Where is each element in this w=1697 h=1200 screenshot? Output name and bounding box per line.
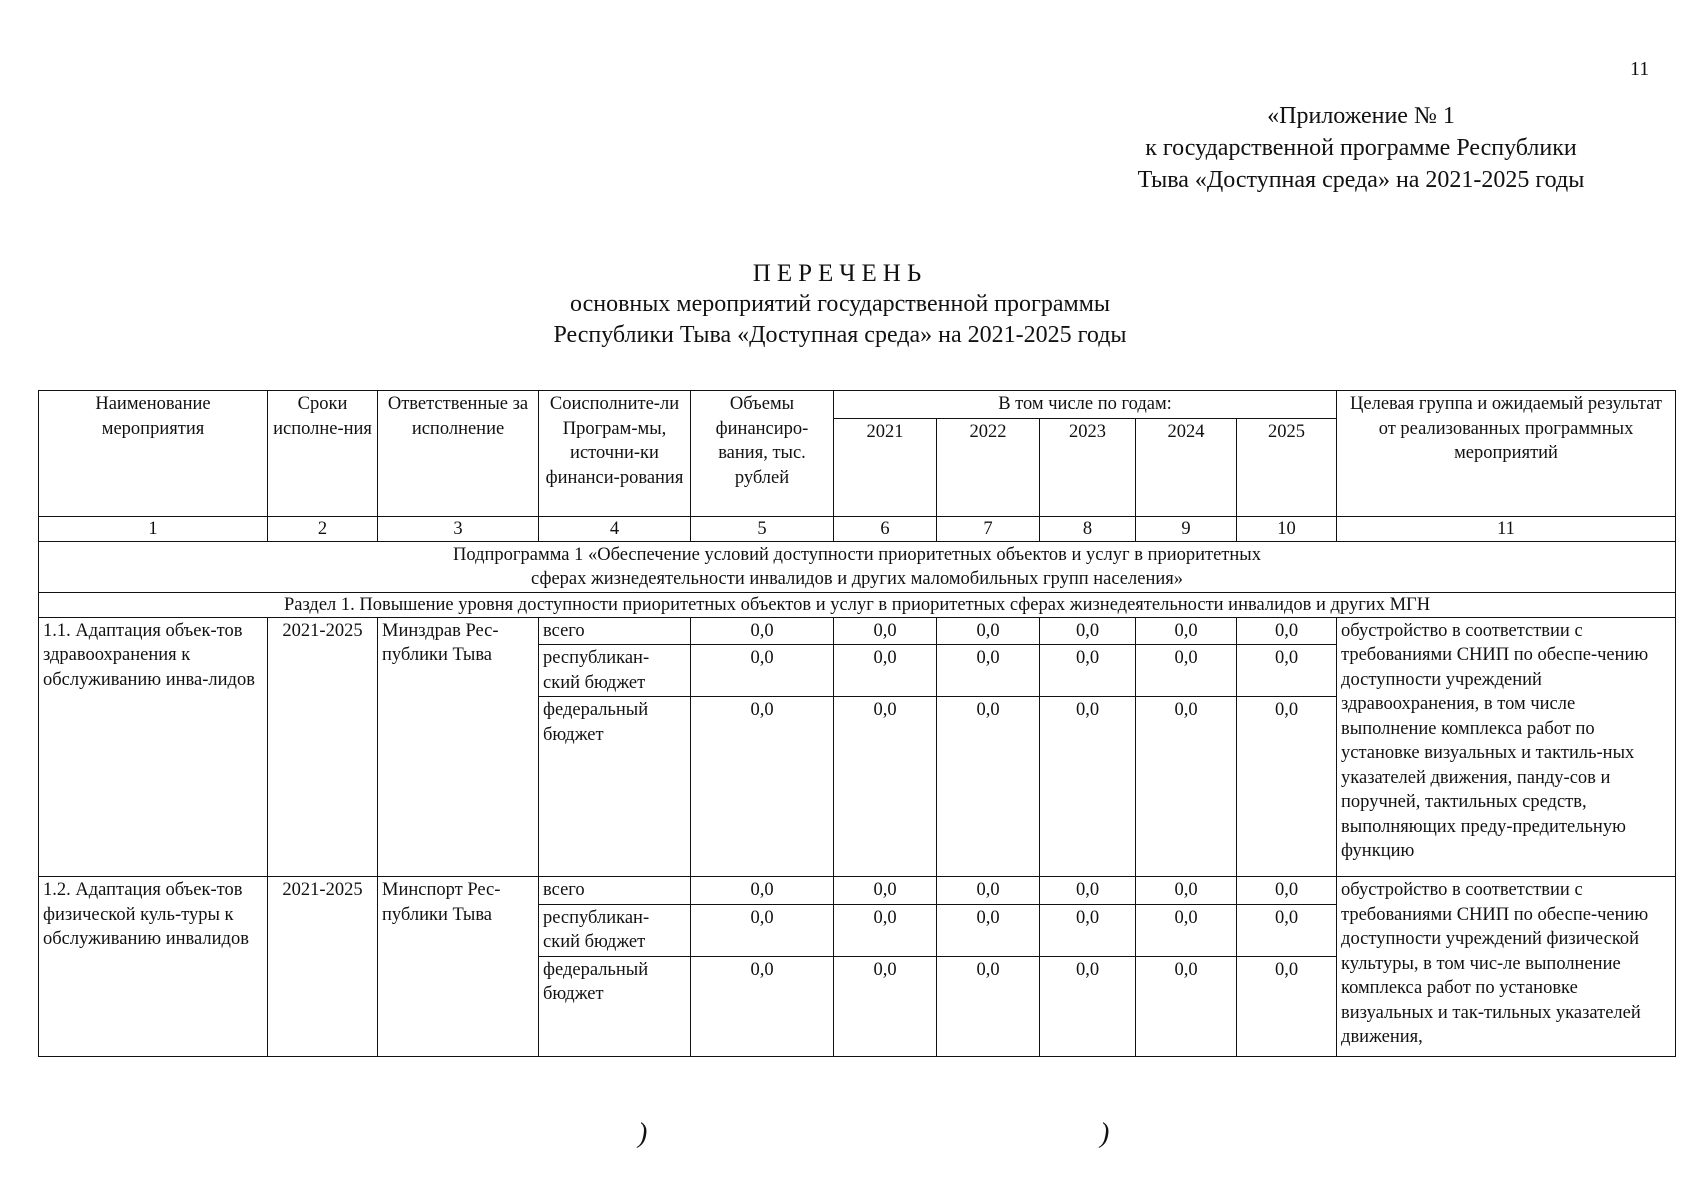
- value-2022: 0,0: [937, 617, 1040, 645]
- value-2023: 0,0: [1040, 956, 1136, 1056]
- value-total: 0,0: [691, 645, 834, 697]
- value-2023: 0,0: [1040, 645, 1136, 697]
- column-number: 2: [268, 516, 378, 541]
- header-coexecutors: Соисполните-ли Програм-мы, источни-ки финанси-рования: [539, 391, 691, 517]
- value-2024: 0,0: [1136, 904, 1237, 956]
- value-2025: 0,0: [1237, 904, 1337, 956]
- column-number: 5: [691, 516, 834, 541]
- activity-terms: 2021-2025: [268, 617, 378, 877]
- appendix-line-3: Тыва «Доступная среда» на 2021-2025 годы: [1137, 167, 1585, 193]
- page-number: 11: [1630, 58, 1650, 80]
- value-2025: 0,0: [1237, 645, 1337, 697]
- activity-terms: 2021-2025: [268, 877, 378, 1057]
- value-2025: 0,0: [1237, 697, 1337, 877]
- header-year-2025: 2025: [1237, 418, 1337, 516]
- value-total: 0,0: [691, 617, 834, 645]
- column-number: 4: [539, 516, 691, 541]
- column-number: 8: [1040, 516, 1136, 541]
- value-2024: 0,0: [1136, 956, 1237, 1056]
- activity-result: обустройство в соответствии с требованиями СНИП по обеспе-чению доступности учреждений физической культуры, в том чис-ле выполнение комплекса работ по установке визуальных и так-тильных указателей движения,: [1337, 877, 1676, 1057]
- value-2021: 0,0: [834, 877, 937, 905]
- value-2022: 0,0: [937, 877, 1040, 905]
- header-year-2024: 2024: [1136, 418, 1237, 516]
- value-2023: 0,0: [1040, 877, 1136, 905]
- column-number: 1: [39, 516, 268, 541]
- value-2022: 0,0: [937, 697, 1040, 877]
- value-2021: 0,0: [834, 956, 937, 1056]
- value-2023: 0,0: [1040, 617, 1136, 645]
- title-sub-1: основных мероприятий государственной программы: [569, 291, 1111, 317]
- document-title: [380, 258, 1300, 351]
- value-2025: 0,0: [1237, 877, 1337, 905]
- title-main: ПЕРЕЧЕНЬ: [752, 260, 928, 287]
- title-sub-2: Республики Тыва «Доступная среда» на 2021-2025 годы: [553, 322, 1127, 348]
- table-row: [39, 877, 1676, 905]
- value-2021: 0,0: [834, 645, 937, 697]
- header-by-years: В том числе по годам:: [834, 391, 1337, 419]
- header-name: Наименование мероприятия: [39, 391, 268, 517]
- value-2021: 0,0: [834, 617, 937, 645]
- activity-responsible: Минздрав Рес-публики Тыва: [378, 617, 539, 877]
- header-result: Целевая группа и ожидаемый результат от реализованных программных мероприятий: [1337, 391, 1676, 517]
- value-2024: 0,0: [1136, 697, 1237, 877]
- appendix-header: [1081, 100, 1641, 196]
- source-label: всего: [539, 877, 691, 905]
- activities-table: [38, 390, 1676, 1057]
- bottom-mark: ): [1100, 1118, 1110, 1149]
- value-2023: 0,0: [1040, 904, 1136, 956]
- subprogram-title: [39, 541, 1676, 592]
- subprogram-line-1: Подпрограмма 1 «Обеспечение условий доступности приоритетных объектов и услуг в приоритетных: [453, 544, 1261, 565]
- value-2021: 0,0: [834, 697, 937, 877]
- column-numbers-row: [39, 516, 1676, 541]
- column-number: 10: [1237, 516, 1337, 541]
- header-volume: Объемы финансиро-вания, тыс. рублей: [691, 391, 834, 517]
- activity-name: 1.2. Адаптация объек-тов физической куль-туры к обслуживанию инвалидов: [39, 877, 268, 1057]
- value-2022: 0,0: [937, 904, 1040, 956]
- header-terms: Сроки исполне-ния: [268, 391, 378, 517]
- subprogram-line-2: сферах жизнедеятельности инвалидов и других маломобильных групп населения»: [531, 568, 1184, 589]
- header-responsible: Ответственные за исполнение: [378, 391, 539, 517]
- value-2025: 0,0: [1237, 617, 1337, 645]
- value-total: 0,0: [691, 877, 834, 905]
- appendix-line-1: «Приложение № 1: [1267, 103, 1455, 129]
- activity-name: 1.1. Адаптация объек-тов здравоохранения к обслуживанию инва-лидов: [39, 617, 268, 877]
- header-year-2022: 2022: [937, 418, 1040, 516]
- table-row: [39, 617, 1676, 645]
- source-label: федеральный бюджет: [539, 697, 691, 877]
- value-total: 0,0: [691, 697, 834, 877]
- value-2023: 0,0: [1040, 697, 1136, 877]
- header-year-2021: 2021: [834, 418, 937, 516]
- column-number: 7: [937, 516, 1040, 541]
- value-2022: 0,0: [937, 645, 1040, 697]
- source-label: республикан-ский бюджет: [539, 904, 691, 956]
- value-total: 0,0: [691, 904, 834, 956]
- value-2024: 0,0: [1136, 877, 1237, 905]
- activity-result: обустройство в соответствии с требованиями СНИП по обеспе-чению доступности учреждений здравоохранения, в том числе выполнение комплекса работ по установке визуальных и тактиль-ных указателей движения, панду-сов и поручней, тактильных средств, выполняющих преду-предительную функцию: [1337, 617, 1676, 877]
- appendix-line-2: к государственной программе Республики: [1145, 135, 1577, 161]
- value-2025: 0,0: [1237, 956, 1337, 1056]
- source-label: республикан-ский бюджет: [539, 645, 691, 697]
- value-2024: 0,0: [1136, 645, 1237, 697]
- bottom-mark: ): [638, 1118, 648, 1149]
- value-2024: 0,0: [1136, 617, 1237, 645]
- source-label: всего: [539, 617, 691, 645]
- header-year-2023: 2023: [1040, 418, 1136, 516]
- subprogram-row: [39, 541, 1676, 592]
- value-2022: 0,0: [937, 956, 1040, 1056]
- value-total: 0,0: [691, 956, 834, 1056]
- value-2021: 0,0: [834, 904, 937, 956]
- section-row: [39, 592, 1676, 617]
- column-number: 6: [834, 516, 937, 541]
- section-title: Раздел 1. Повышение уровня доступности приоритетных объектов и услуг в приоритетных сферах жизнедеятельности инвалидов и других МГН: [39, 592, 1676, 617]
- column-number: 9: [1136, 516, 1237, 541]
- column-number: 3: [378, 516, 539, 541]
- activity-responsible: Минспорт Рес-публики Тыва: [378, 877, 539, 1057]
- source-label: федеральный бюджет: [539, 956, 691, 1056]
- column-number: 11: [1337, 516, 1676, 541]
